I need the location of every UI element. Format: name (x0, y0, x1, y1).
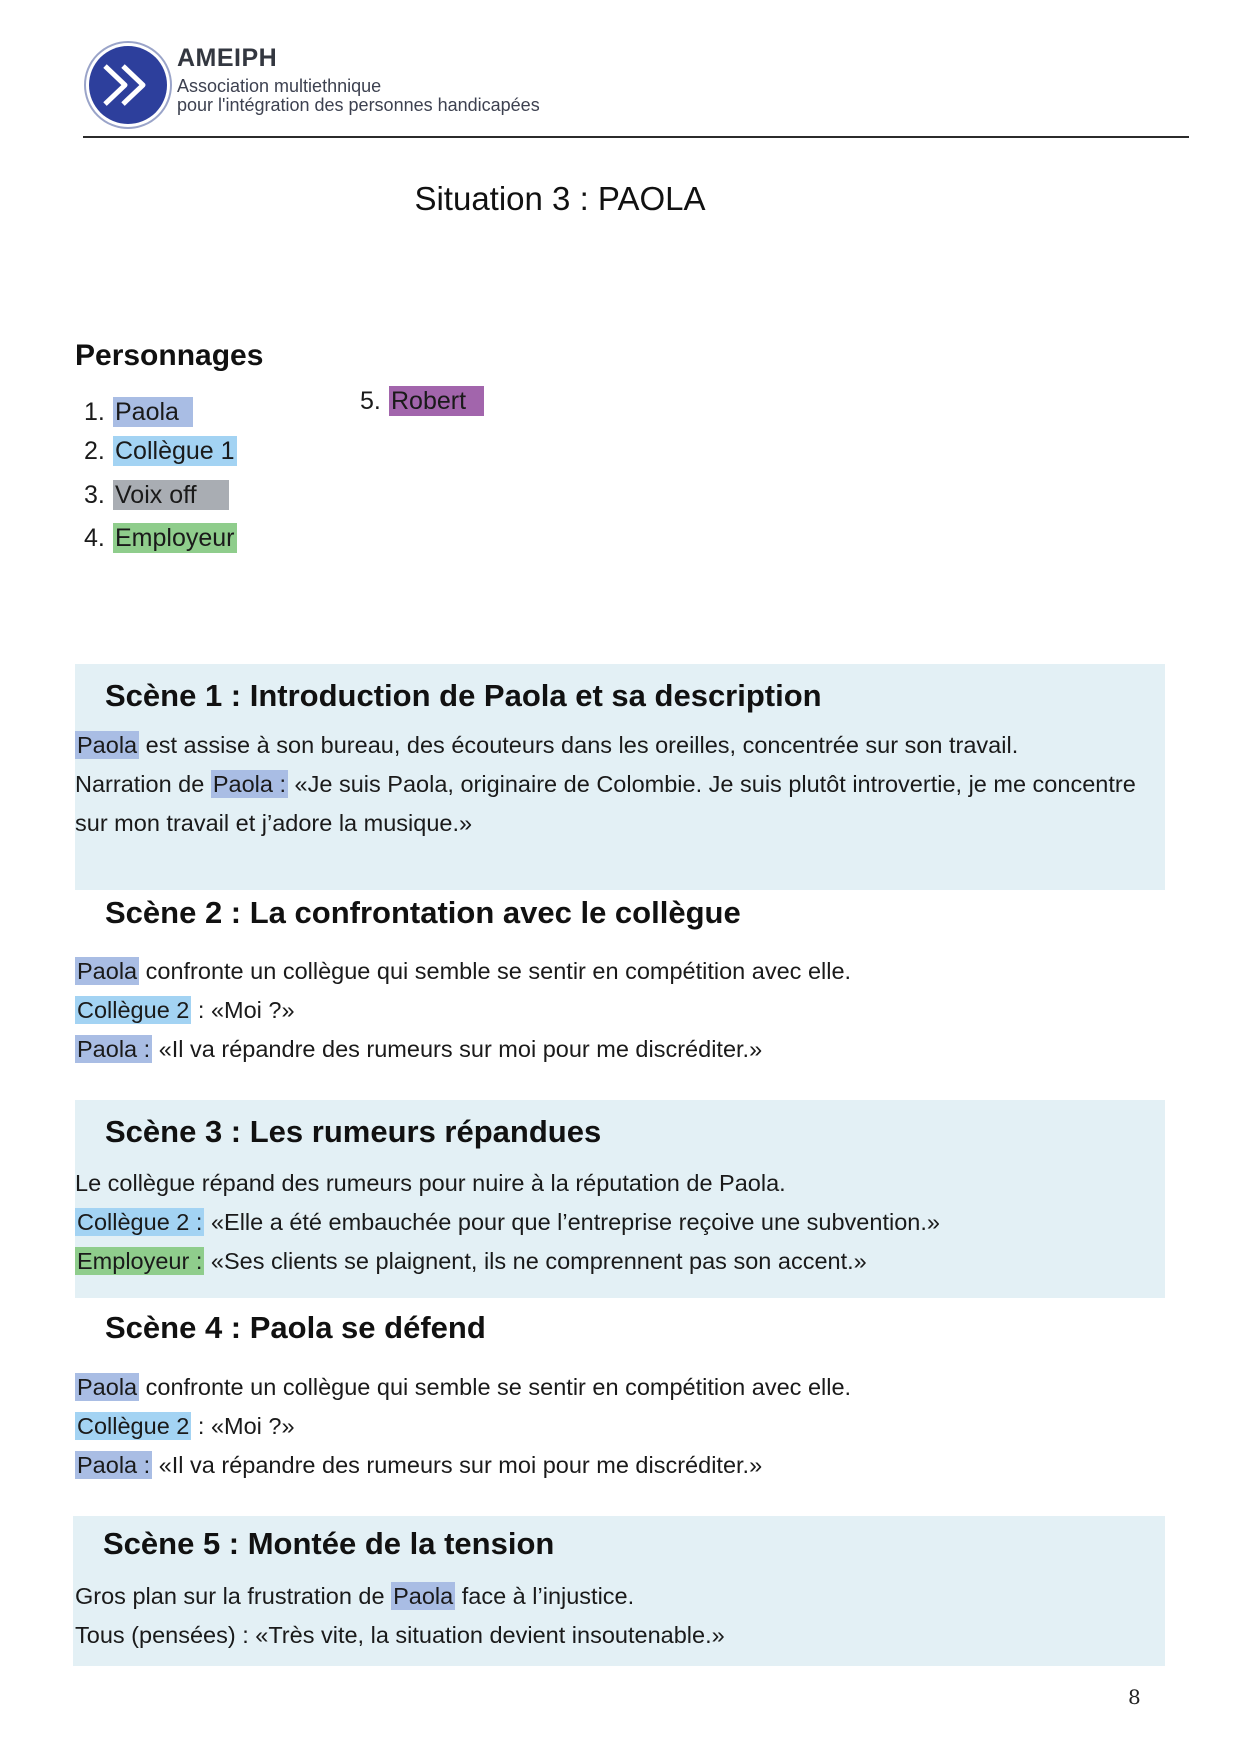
speaker-paola: Paola : (212, 771, 287, 797)
character-name-paola: Paola (113, 397, 193, 427)
speaker-collegue-2: Collègue 2 (77, 1413, 190, 1439)
character-item: 5. Robert (360, 386, 484, 416)
character-item: 3. Voix off (84, 480, 229, 510)
scene-line: sur mon travail et j’adore la musique.» (75, 810, 473, 836)
scene-1 (75, 664, 1165, 890)
speaker-employeur: Employeur : (77, 1248, 203, 1274)
scene-line: Narration de Paola : «Je suis Paola, originaire de Colombie. Je suis plutôt introvertie, je me concentre (75, 771, 1136, 797)
scene-line: Collègue 2 : «Elle a été embauchée pour que l’entreprise reçoive une subvention.» (77, 1209, 940, 1235)
scene-heading: Scène 3 : Les rumeurs répandues (105, 1114, 602, 1149)
scene-line: Paola confronte un collègue qui semble se sentir en compétition avec elle. (77, 1374, 852, 1400)
header-divider (83, 136, 1189, 138)
character-name-collegue-1: Collègue 1 (115, 437, 235, 465)
speaker-paola: Paola : (77, 1036, 151, 1062)
org-subtitle-line1: Association multiethnique (177, 76, 382, 96)
scene-line: Le collègue répand des rumeurs pour nuire à la réputation de Paola. (75, 1170, 786, 1196)
character-name-employeur: Employeur (115, 524, 235, 552)
scene-3 (75, 1100, 1165, 1298)
character-item: 2. Collègue 1 (84, 437, 235, 465)
org-subtitle-line2: pour l'intégration des personnes handicapées (177, 95, 540, 115)
scene-heading: Scène 4 : Paola se défend (105, 1310, 486, 1345)
character-item: 1. Paola (84, 397, 193, 427)
scene-5 (73, 1516, 1165, 1666)
scene-line: Collègue 2 : «Moi ?» (77, 1413, 295, 1439)
scene-line: Gros plan sur la frustration de Paola face à l’injustice. (75, 1583, 635, 1609)
scene-heading: Scène 1 : Introduction de Paola et sa description (105, 678, 822, 713)
character-name-robert: Robert (389, 386, 484, 416)
scene-line: Employeur : «Ses clients se plaignent, ils ne comprennent pas son accent.» (77, 1248, 867, 1274)
scene-4 (75, 1298, 1165, 1516)
page-number: 8 (1128, 1685, 1141, 1709)
scene-2 (75, 890, 1165, 1100)
scene-line: Paola confronte un collègue qui semble se sentir en compétition avec elle. (77, 958, 852, 984)
speaker-collegue-2: Collègue 2 : (77, 1209, 203, 1235)
characters-heading: Personnages (75, 339, 264, 372)
scene-heading: Scène 5 : Montée de la tension (103, 1526, 555, 1561)
speaker-paola: Paola (393, 1583, 454, 1609)
org-name: AMEIPH (177, 44, 278, 72)
scene-heading: Scène 2 : La confrontation avec le collègue (105, 895, 741, 930)
scene-line: Paola est assise à son bureau, des écouteurs dans les oreilles, concentrée sur son travail. (77, 732, 1019, 758)
character-item: 4. Employeur (84, 524, 235, 552)
scene-line: Collègue 2 : «Moi ?» (77, 997, 295, 1023)
page-title: Situation 3 : PAOLA (414, 180, 706, 217)
document-header (83, 38, 1189, 138)
speaker-collegue-2: Collègue 2 (77, 997, 190, 1023)
speaker-paola: Paola (77, 1374, 138, 1400)
ameiph-logo-icon (83, 40, 173, 130)
scene-line: Paola : «Il va répandre des rumeurs sur moi pour me discréditer.» (77, 1036, 763, 1062)
character-name-voix-off: Voix off (113, 480, 229, 510)
scene-line: Paola : «Il va répandre des rumeurs sur moi pour me discréditer.» (77, 1452, 763, 1478)
speaker-paola: Paola (77, 732, 138, 758)
scene-line: Tous (pensées) : «Très vite, la situation devient insoutenable.» (75, 1622, 725, 1648)
speaker-paola: Paola : (77, 1452, 151, 1478)
speaker-paola: Paola (77, 958, 138, 984)
